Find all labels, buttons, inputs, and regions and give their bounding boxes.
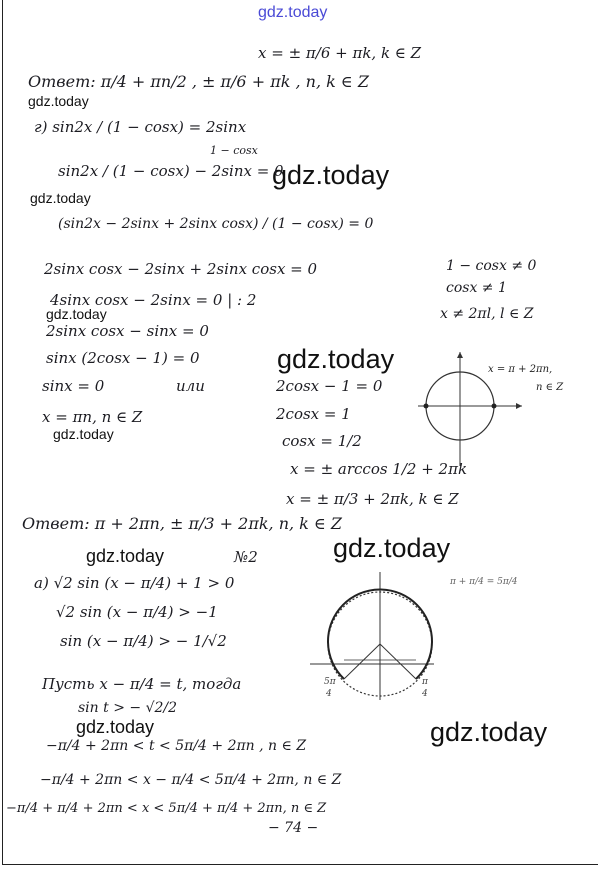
watermark: gdz.today [272, 160, 390, 190]
watermark: gdz.today [86, 546, 165, 566]
unit-circle-diagram-1 [418, 352, 598, 468]
solution-point [492, 404, 497, 409]
page-number: − 74 − [268, 820, 319, 836]
radius-line [344, 644, 380, 679]
inequality-line: −π/4 + π/4 + 2πn < x < 5π/4 + π/4 + 2πn, n ∈ Z [6, 801, 327, 816]
equation-line: cosx = 1/2 [282, 432, 362, 450]
task-heading: а) √2 sin (x − π/4) + 1 > 0 [34, 574, 235, 592]
inequality-line: −π/4 + 2πn < x − π/4 < 5π/4 + 2πn, n ∈ Z [40, 772, 342, 788]
substitution-line: Пусть x − π/4 = t, тогда [42, 675, 242, 693]
arc-label: 5π [324, 677, 336, 687]
equation-line: x = ± π/3 + 2πk, k ∈ Z [286, 490, 459, 508]
equation-note: 1 − cosx [210, 144, 258, 157]
watermark: gdz.today [53, 426, 114, 442]
equation-line: 2cosx − 1 = 0 [276, 377, 383, 395]
equation-line: sinx (2cosx − 1) = 0 [46, 349, 200, 367]
equation-line: 2sinx cosx − 2sinx + 2sinx cosx = 0 [44, 260, 318, 278]
watermark: gdz.today [333, 533, 451, 563]
watermark: gdz.today [430, 717, 548, 747]
unit-circle-diagram-2 [310, 572, 520, 702]
equation-line: x = πn, n ∈ Z [42, 408, 143, 426]
inequality-line: −π/4 + 2πn < t < 5π/4 + 2πn , n ∈ Z [46, 738, 307, 754]
watermark: gdz.today [277, 344, 395, 374]
page-bottom-border [2, 864, 598, 865]
arc-label: 4 [422, 689, 428, 699]
arc-label: π + π/4 = 5π/4 [450, 577, 518, 587]
task-number: №2 [234, 548, 258, 566]
circle-label: x = π + 2πn, [488, 364, 553, 375]
page-left-border [2, 0, 3, 864]
equation-line: sin t > − √2/2 [78, 700, 178, 716]
condition-line: cosx ≠ 1 [446, 280, 507, 296]
equation-line: (sin2x − 2sinx + 2sinx cosx) / (1 − cosx) = 0 [58, 216, 374, 232]
solution-point [424, 404, 429, 409]
y-axis-arrow [457, 352, 463, 358]
watermark: gdz.today [28, 93, 89, 109]
equation-line: √2 sin (x − π/4) > −1 [56, 603, 218, 621]
condition-line: 1 − cosx ≠ 0 [446, 258, 537, 274]
circle-label: n ∈ Z [536, 382, 564, 393]
or-word: или [176, 377, 205, 395]
equation-line: 4sinx cosx − 2sinx = 0 | : 2 [50, 291, 257, 309]
equation-line: sin2x / (1 − cosx) − 2sinx = 0 [58, 162, 284, 180]
x-axis-arrow [516, 403, 522, 409]
condition-line: x ≠ 2πl, l ∈ Z [440, 306, 534, 322]
watermark: gdz.today [30, 190, 91, 206]
arc-label: π [422, 677, 428, 687]
equation-line: 2sinx cosx − sinx = 0 [46, 322, 209, 340]
answer-line: Ответ: π/4 + πn/2 , ± π/6 + πk , n, k ∈ Z [28, 72, 369, 91]
equation-line: 2cosx = 1 [276, 405, 351, 423]
arc-label: 4 [326, 689, 332, 699]
radius-line [380, 644, 416, 679]
equation-line: x = ± arccos 1/2 + 2πk [290, 460, 468, 478]
task-heading: г) sin2x / (1 − cosx) = 2sinx [34, 118, 247, 136]
answer-line: Ответ: π + 2πn, ± π/3 + 2πk, n, k ∈ Z [22, 514, 343, 533]
equation-line: sin (x − π/4) > − 1/√2 [60, 632, 227, 650]
watermark: gdz.today [46, 306, 107, 322]
equation-line: sinx = 0 [42, 377, 105, 395]
watermark: gdz.today [76, 717, 155, 737]
equation-line: x = ± π/6 + πk, k ∈ Z [258, 44, 422, 62]
watermark-top: gdz.today [258, 4, 328, 21]
